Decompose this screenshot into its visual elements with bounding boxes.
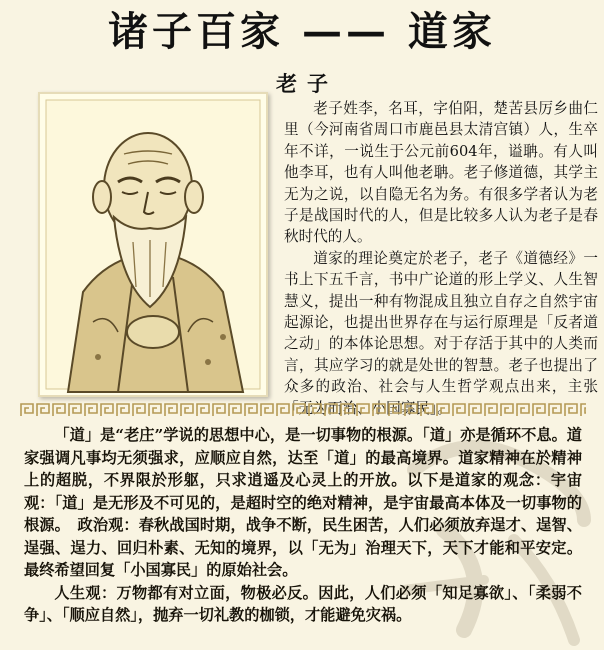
laozi-portrait [38, 92, 268, 397]
key-pattern-divider [20, 402, 586, 418]
author-introduction [284, 98, 598, 419]
intro-paragraph: 道家的理论奠定於老子，老子《道德经》一书上下五千言，书中广论道的形上学义、人生智慧义，提出一种有物混成且独立自存之自然宇宙起源论，也提出世界存在与运行原理是「反者道之动」的本体论思想。对于存活于其中的人类而言，其应学习的就是处世的智慧。老子也提出了众多的政治、社会与人生哲学观点出来，主张 [284, 249, 598, 396]
body-paragraph: 人生观：万物都有对立面，物极必反。因此，人们必须「知足寡欲」、「柔弱不争」、「顺应自然」，抛弃一切礼教的枷锁，才能避免灾祸。 [24, 583, 582, 624]
sage-portrait-icon [38, 92, 268, 397]
author-name: 老子 [276, 71, 338, 96]
body-paragraph: 「道」是“老庄”学说的思想中心，是一切事物的根源。「道」亦是循环不息。道家强调凡事均无须强求，应顺应自然，达至「道」的最高境界。道家精神在於精神上的超脱，不界限於形躯，只求逍遥及心灵上的开放。以下是道家的观念：宇宙观：「道」是无形及不可见的，是超时空的绝对精神，是宇宙最高本体及一切事物的根源。 政治观：春秋战国时期，战争不断，民生困苦，人们必须放弃逞才、逞智、逞强、逞力、回归朴素、无知的境界，以「无为」治理天下，天下才能和平安定。最终希望回复「小国寡民」的原始社会。 [24, 426, 582, 579]
page-title: 诸子百家 —— 道家 [108, 8, 496, 55]
daoist-concepts-text [24, 424, 582, 627]
intro-paragraph: 老子姓李，名耳，字伯阳，楚苦县厉乡曲仁里（今河南省周口市鹿邑县太清宫镇）人，生卒年不详，一说生于公元前604年，谥聃。有人叫他李耳，也有人叫他老聃。老子修道德，其学主无为之说，以自隐无名为务。有很多学者认为老子是战国时代的人，但是比较多人认为老子是春秋时代的人。 [284, 100, 598, 246]
